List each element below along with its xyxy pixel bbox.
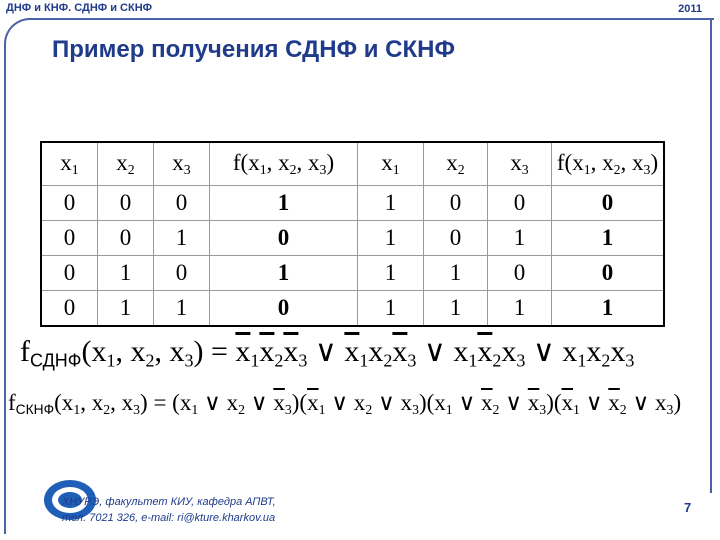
table-cell: 1 <box>98 256 154 291</box>
table-cell: 0 <box>424 221 488 256</box>
table-cell: 0 <box>488 186 552 221</box>
sknf-label-sub: СКНФ <box>15 402 55 418</box>
sdnf-label <box>20 335 82 371</box>
sdnf-label-f: f <box>20 335 30 368</box>
table-cell: 0 <box>41 291 98 327</box>
table-row <box>41 291 664 327</box>
table-cell: 0 <box>552 256 665 291</box>
sknf-label-f: f <box>8 390 16 415</box>
table-row <box>41 256 664 291</box>
table-cell: 0 <box>488 256 552 291</box>
page-number: 7 <box>684 500 692 515</box>
slide-frame-right <box>710 18 712 493</box>
table-cell: 1 <box>358 256 424 291</box>
col-header-fb: $f(x_1$, $x_2$, $x_3$) <box>552 142 665 186</box>
sknf-label <box>8 390 55 418</box>
col-header-x3b: $x_3$ <box>488 142 552 186</box>
col-header-x2b: $x_2$ <box>424 142 488 186</box>
table-cell: 1 <box>98 291 154 327</box>
table-cell: 0 <box>154 256 210 291</box>
table-cell: 1 <box>358 186 424 221</box>
table-cell: 0 <box>210 221 358 256</box>
header-topic: ДНФ и КНФ. СДНФ и СКНФ <box>6 2 153 14</box>
table-cell: 1 <box>358 221 424 256</box>
table-cell: 1 <box>488 221 552 256</box>
table-cell: 0 <box>98 186 154 221</box>
sdnf-label-sub: СДНФ <box>30 350 82 371</box>
table-cell: 1 <box>552 291 665 327</box>
table-cell: 1 <box>424 291 488 327</box>
sdnf-formula: $f_{СДНФ}(x_1$, $x_2$, $x_3) = \overline{x}_1\overline{x}_2\overline{x}_3$ ∨ $\overline{x}_1x_2\overline{x}_3$ ∨ $x_1\overline{x}_2x_3$ ∨ $x_1x_2x_3$ <box>20 335 635 371</box>
col-header-x1b: $x_1$ <box>358 142 424 186</box>
table-cell: 0 <box>210 291 358 327</box>
table-row <box>41 221 664 256</box>
table-header-row <box>41 142 664 186</box>
col-header-x3: $x_3$ <box>154 142 210 186</box>
table-cell: 1 <box>552 221 665 256</box>
col-header-x2: $x_2$ <box>98 142 154 186</box>
slide-title: Пример получения СДНФ и СКНФ <box>52 36 455 63</box>
table-cell: 0 <box>41 256 98 291</box>
header-bar <box>0 0 720 18</box>
footer-line-2: тел. 7021 326, e-mail: ri@kture.kharkov.ua <box>62 512 276 524</box>
table-row <box>41 186 664 221</box>
table-cell: 1 <box>154 221 210 256</box>
table-body <box>41 186 664 327</box>
table-cell: 1 <box>358 291 424 327</box>
table-cell: 0 <box>154 186 210 221</box>
table-cell: 0 <box>41 186 98 221</box>
table-cell: 0 <box>424 186 488 221</box>
col-header-x1: $x_1$ <box>41 142 98 186</box>
table-cell: 0 <box>98 221 154 256</box>
table-cell: 1 <box>488 291 552 327</box>
header-year: 2011 <box>678 3 702 15</box>
footer-contact <box>62 494 276 526</box>
table-cell: 1 <box>210 186 358 221</box>
footer-line-1: ХНУРЭ, факультет КИУ, кафедра АПВТ, <box>62 496 276 508</box>
table-cell: 1 <box>210 256 358 291</box>
table-cell: 1 <box>154 291 210 327</box>
table-cell: 0 <box>41 221 98 256</box>
col-header-f: $f(x_1$, $x_2$, $x_3$) <box>210 142 358 186</box>
table-cell: 1 <box>424 256 488 291</box>
table-cell: 0 <box>552 186 665 221</box>
sknf-formula: $f_{СКНФ}(x_1$, $x_2$, $x_3) = (x_1$ ∨ $x_2$ ∨ $\overline{x}_3)(\overline{x}_1$ ∨ $x_2$ ∨ $x_3)(x_1$ ∨ $\overline{x}_2$ ∨ $\overline{x}_3)(\overline{x}_1$ ∨ $\overline{x}_2$ ∨ $x_3$) <box>8 390 682 418</box>
truth-table <box>40 141 665 327</box>
